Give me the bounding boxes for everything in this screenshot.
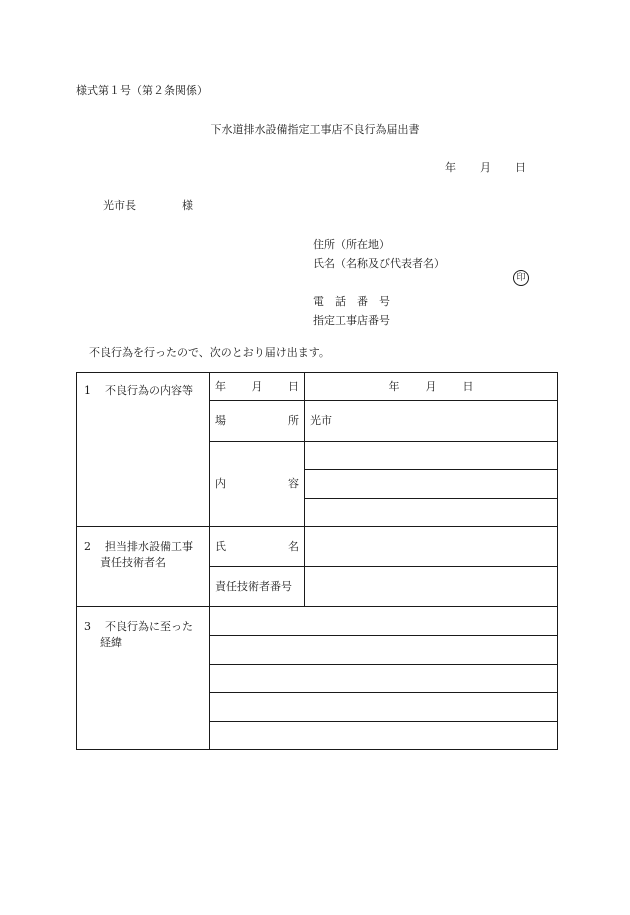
engineer-license-value[interactable] (305, 567, 558, 607)
background-line-3[interactable] (210, 665, 558, 693)
date-label-year: 年 (215, 379, 226, 393)
content-line-2[interactable] (305, 470, 558, 499)
date-value-month: 月 (425, 379, 437, 393)
date-label-month: 月 (251, 379, 263, 393)
background-line-1[interactable] (210, 607, 558, 636)
background-line-2[interactable] (210, 636, 558, 665)
seal-mark: 印 (513, 270, 529, 286)
date-value-cell[interactable] (305, 373, 558, 401)
name-label: 氏名（名称及び代表者名） (313, 257, 445, 270)
month-label: 月 (480, 161, 491, 174)
section3-number: 3 (84, 620, 91, 633)
engineer-name-label-cell (210, 527, 305, 567)
section3-heading (77, 607, 210, 750)
date-label-day: 日 (288, 379, 299, 393)
year-label: 年 (445, 161, 456, 174)
contractor-number-label: 指定工事店番号 (313, 314, 390, 327)
place-value-cell[interactable] (305, 401, 558, 442)
applicant-block (313, 235, 445, 273)
section1-label: 不良行為の内容等 (105, 384, 193, 397)
section3-label-line2: 経緯 (100, 635, 122, 649)
content-label: 内 容 (215, 477, 299, 491)
engineer-license-label-cell (210, 567, 305, 607)
date-value-year: 年 (388, 379, 400, 393)
engineer-name-label: 氏 名 (215, 539, 299, 553)
background-line-4[interactable] (210, 693, 558, 722)
content-line-3[interactable] (305, 499, 558, 527)
engineer-name-value[interactable] (305, 527, 558, 567)
addressee (103, 200, 193, 211)
place-label-cell (210, 401, 305, 442)
section2-label-line1: 担当排水設備工事 (105, 540, 193, 553)
table-row (77, 373, 558, 401)
section2-number: 2 (84, 540, 91, 553)
addressee-honorific: 様 (182, 199, 193, 212)
section1-heading (77, 373, 210, 527)
date-label-cell (210, 373, 305, 401)
content-label-cell (210, 442, 305, 527)
document-title: 下水道排水設備指定工事店不良行為届出書 (210, 123, 420, 136)
place-value: 光市 (310, 414, 332, 428)
section1-number: 1 (84, 384, 91, 397)
applicant-contact (313, 292, 390, 330)
form-number: 様式第１号（第２条関係） (76, 84, 208, 97)
section2-label-line2: 責任技術者名 (100, 555, 166, 569)
report-table (76, 372, 558, 750)
address-label: 住所（所在地） (313, 238, 390, 251)
content-line-1[interactable] (305, 442, 558, 470)
intro-text: 不良行為を行ったので、次のとおり届け出ます。 (89, 346, 330, 359)
table-row (77, 607, 558, 636)
table-row (77, 527, 558, 567)
day-label: 日 (515, 161, 526, 174)
background-line-5[interactable] (210, 722, 558, 750)
date-value-day: 日 (462, 379, 474, 393)
submission-date (445, 162, 526, 173)
section2-heading (77, 527, 210, 607)
section3-label-line1: 不良行為に至った (105, 620, 193, 633)
engineer-license-label: 責任技術者番号 (215, 579, 292, 593)
phone-label: 電 話 番 号 (313, 295, 390, 308)
place-label: 場 所 (215, 414, 299, 428)
addressee-name: 光市長 (103, 199, 136, 212)
